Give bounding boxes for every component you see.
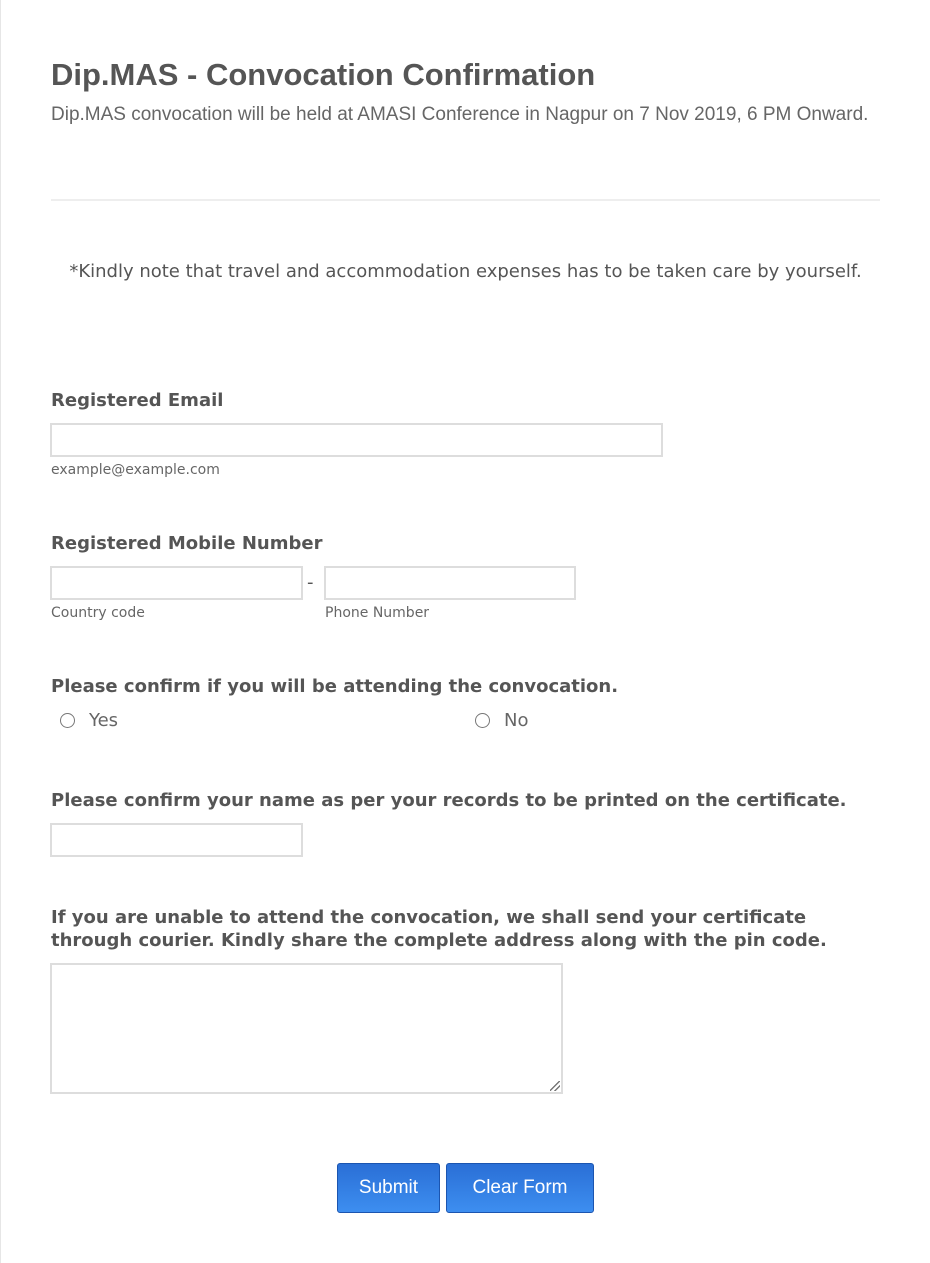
radio-label-yes: Yes <box>89 710 119 731</box>
form-header <box>51 56 881 130</box>
phone-number-input[interactable] <box>324 566 576 600</box>
attendance-yes-radio[interactable] <box>60 710 118 731</box>
attendance-label: Please confirm if you will be attending the convocation. <box>51 676 619 697</box>
page-border <box>0 0 1 1263</box>
header-divider <box>51 199 880 201</box>
radio-circle-icon[interactable] <box>475 713 490 728</box>
address-label: If you are unable to attend the convocation, we shall send your certificate through courier. Kindly share the complete address along with the pin code. <box>51 907 827 951</box>
certificate-name-input[interactable] <box>50 823 303 857</box>
email-sublabel: example@example.com <box>51 462 220 478</box>
country-code-input[interactable] <box>50 566 303 600</box>
mobile-label: Registered Mobile Number <box>51 533 323 554</box>
phone-separator: - <box>307 572 314 593</box>
address-textarea[interactable] <box>50 963 563 1094</box>
form-title: Dip.MAS - Convocation Confirmation <box>51 57 596 92</box>
submit-button[interactable]: Submit <box>337 1163 440 1213</box>
phone-number-sublabel: Phone Number <box>325 605 430 621</box>
form-subtitle: Dip.MAS convocation will be held at AMASI Conference in Nagpur on 7 Nov 2019, 6 PM Onward. <box>51 104 869 125</box>
radio-circle-icon[interactable] <box>60 713 75 728</box>
radio-label-no: No <box>504 710 529 731</box>
expense-note: *Kindly note that travel and accommodation expenses has to be taken care by yourself. <box>69 261 862 282</box>
clear-form-button[interactable]: Clear Form <box>446 1163 594 1213</box>
email-input[interactable] <box>50 423 663 457</box>
country-code-sublabel: Country code <box>51 605 145 621</box>
attendance-no-radio[interactable] <box>475 710 528 731</box>
certificate-name-label: Please confirm your name as per your records to be printed on the certificate. <box>51 790 847 811</box>
resize-grip-icon[interactable] <box>550 1081 560 1091</box>
email-label: Registered Email <box>51 390 224 411</box>
